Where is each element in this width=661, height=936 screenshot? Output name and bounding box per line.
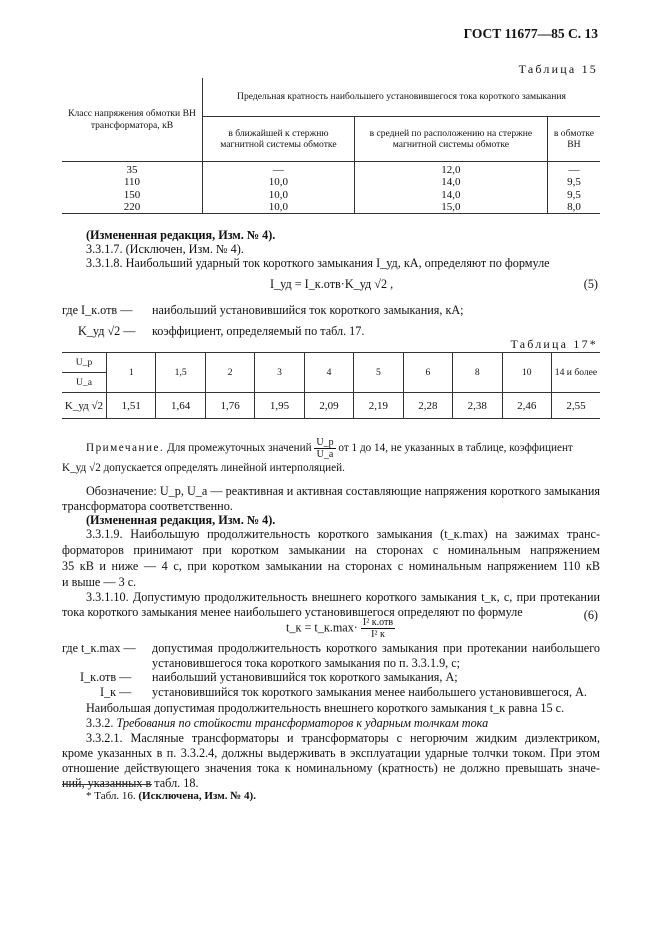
para-3319-line: форматоров принимают при коротком замыкании на сторонах с номинальным напряжением	[62, 543, 600, 557]
para-3319-line: и выше — 3 с.	[62, 575, 137, 589]
table17-value: 2,55	[552, 393, 601, 419]
para-3321-line: 3.3.2.1. Масляные трансформаторы и трансформаторы с негорючим жидким диэлектриком,	[86, 731, 600, 745]
para-3319-line: 35 кВ и ниже — 4 с, при коротком замыкании на сторонах с номинальным напряжением 110 кВ	[62, 559, 600, 573]
table17	[62, 352, 600, 419]
table17-header: 10	[502, 353, 552, 393]
page-header: ГОСТ 11677—85 С. 13	[463, 26, 598, 41]
table15-subheader: в обмотке ВН	[547, 117, 600, 162]
footnote-divider	[62, 784, 152, 785]
table15-hv: — 9,5 9,5 8,0	[547, 162, 600, 214]
formula-6-num: I² к.отв	[362, 617, 394, 628]
where2-prefix: где t_к.max —	[62, 641, 136, 655]
table15-middle: 12,0 14,0 14,0 15,0	[354, 162, 547, 214]
table17-header: 8	[453, 353, 502, 393]
table17-note	[86, 437, 600, 460]
table17-header: 3	[255, 353, 304, 393]
table17-header: 1	[107, 353, 156, 393]
where2-text: установившийся ток короткого замыкания менее наибольшего установившегося, А.	[152, 685, 587, 699]
formula-6-number: (6)	[583, 608, 598, 622]
where2-prefix: I_к.отв —	[80, 670, 132, 684]
table17-value: 2,09	[304, 393, 353, 419]
table17-value: 2,38	[453, 393, 502, 419]
note-fraction	[314, 437, 335, 460]
formula-6-den: I² к	[371, 629, 385, 640]
table15	[62, 78, 600, 214]
table17-row-label: K_уд √2	[62, 393, 107, 419]
para-3321-line: ний, указанных в табл. 18.	[62, 776, 199, 790]
table17-value: 1,95	[255, 393, 304, 419]
where-kud-text: коэффициент, определяемый по табл. 17.	[152, 324, 365, 338]
table17-value: 2,46	[502, 393, 552, 419]
table15-group-header: Предельная кратность наибольшего установившегося тока короткого замыкания	[203, 78, 601, 117]
where-ikotv-text: наибольший установившийся ток короткого замыкания, кА;	[152, 303, 464, 317]
table17-value: 1,64	[156, 393, 205, 419]
amend-note-2: (Измененная редакция, Изм. № 4).	[86, 513, 276, 527]
footnote	[86, 790, 256, 802]
amend-note: (Измененная редакция, Изм. № 4).	[86, 228, 276, 242]
table17-row1-label: U_р	[62, 353, 107, 373]
where-kud-prefix: K_уд √2 —	[78, 324, 136, 338]
table15-voltages: 35 110 150 220	[62, 162, 203, 214]
designation-line-2: трансформатора соответственно.	[62, 499, 233, 513]
note-frac-num: U_р	[316, 437, 334, 448]
para-max-duration: Наибольшая допустимая продолжительность внешнего короткого замыкания t_к равна 15 с.	[86, 701, 565, 715]
section-332	[86, 716, 488, 732]
formula-5-number: (5)	[583, 277, 598, 291]
table17-header: 2	[205, 353, 254, 393]
formula-6-fraction	[361, 617, 395, 640]
note-frac-den: U_а	[316, 449, 334, 460]
para-33110-line: 3.3.1.10. Допустимую продолжительность внешнего короткого замыкания t_к, с, при протекании	[86, 590, 600, 604]
table15-caption: Таблица 15	[518, 62, 598, 76]
table17-header: 5	[354, 353, 403, 393]
table17-value: 2,19	[354, 393, 403, 419]
table17-value: 2,28	[403, 393, 452, 419]
table17-value: 1,76	[205, 393, 254, 419]
note-text-2: от 1 до 14, не указанных в таблице, коэффициент	[338, 442, 573, 455]
table15-col-class: Класс напряжения обмотки ВН трансформатора, кВ	[62, 78, 203, 162]
footnote-prefix: * Табл. 16.	[86, 790, 136, 802]
section-332-number: 3.3.2.	[86, 716, 114, 730]
where2-text: допустимая продолжительность короткого замыкания при протекании наибольшего	[152, 641, 600, 655]
table15-subheader: в ближайшей к стержню магнитной системы обмотке	[203, 117, 355, 162]
note-line-2	[62, 462, 345, 474]
formula-6-lhs: t_к = t_к.max·	[286, 620, 358, 635]
table15-subheader: в средней по расположению на стержне магнитной системы обмотке	[354, 117, 547, 162]
formula-6	[286, 617, 395, 640]
where2-text: установившегося тока короткого замыкания по п. 3.3.1.9, с;	[152, 656, 461, 670]
para-3321-line: кроме указанных в п. 3.3.2.4, должны выдерживать в эксплуатации ударные толчки током. При этом	[62, 746, 600, 760]
para-3317: 3.3.1.7. (Исключен, Изм. № 4).	[86, 242, 244, 256]
note-line2-text: допускается определять линейной интерполяцией.	[103, 462, 345, 474]
table17-row2-label: U_а	[62, 373, 107, 393]
where-ikotv-prefix: где I_к.отв —	[62, 303, 133, 317]
para-3319-line: 3.3.1.9. Наибольшую продолжительность короткого замыкания (t_к.max) на зажимах транс-	[86, 527, 600, 541]
table15-near: — 10,0 10,0 10,0	[203, 162, 355, 214]
formula-5: I_уд = I_к.отв·K_уд √2 ,	[270, 277, 394, 291]
table17-value: 1,51	[107, 393, 156, 419]
note-text-1: Для промежуточных значений	[167, 442, 312, 455]
section-332-title: Требования по стойкости трансформаторов к ударным толчкам тока	[116, 716, 489, 730]
para-3321-line: отношение действующего значения тока к номинальному (кратность) не должно превышать значе-	[62, 761, 600, 775]
table17-header: 4	[304, 353, 353, 393]
table17-header: 6	[403, 353, 452, 393]
table17-header: 14 и более	[552, 353, 601, 393]
table17-caption: Таблица 17*	[510, 337, 598, 351]
where2-prefix: I_к —	[100, 685, 132, 699]
table17-header: 1,5	[156, 353, 205, 393]
footnote-text: (Исключена, Изм. № 4).	[138, 790, 256, 802]
para-3318: 3.3.1.8. Наибольший ударный ток короткого замыкания I_уд, кА, определяют по формуле	[86, 256, 550, 270]
designation-line-1: Обозначение: U_р, U_а — реактивная и активная составляющие напряжения короткого замыкания	[86, 484, 600, 498]
para-33110-line: тока короткого замыкания менее наибольшего установившегося определяют по формуле	[62, 605, 523, 619]
note-kud: K_уд √2	[62, 462, 101, 474]
note-label: Примечание.	[86, 442, 165, 455]
where2-text: наибольший установившийся ток короткого замыкания, А;	[152, 670, 458, 684]
